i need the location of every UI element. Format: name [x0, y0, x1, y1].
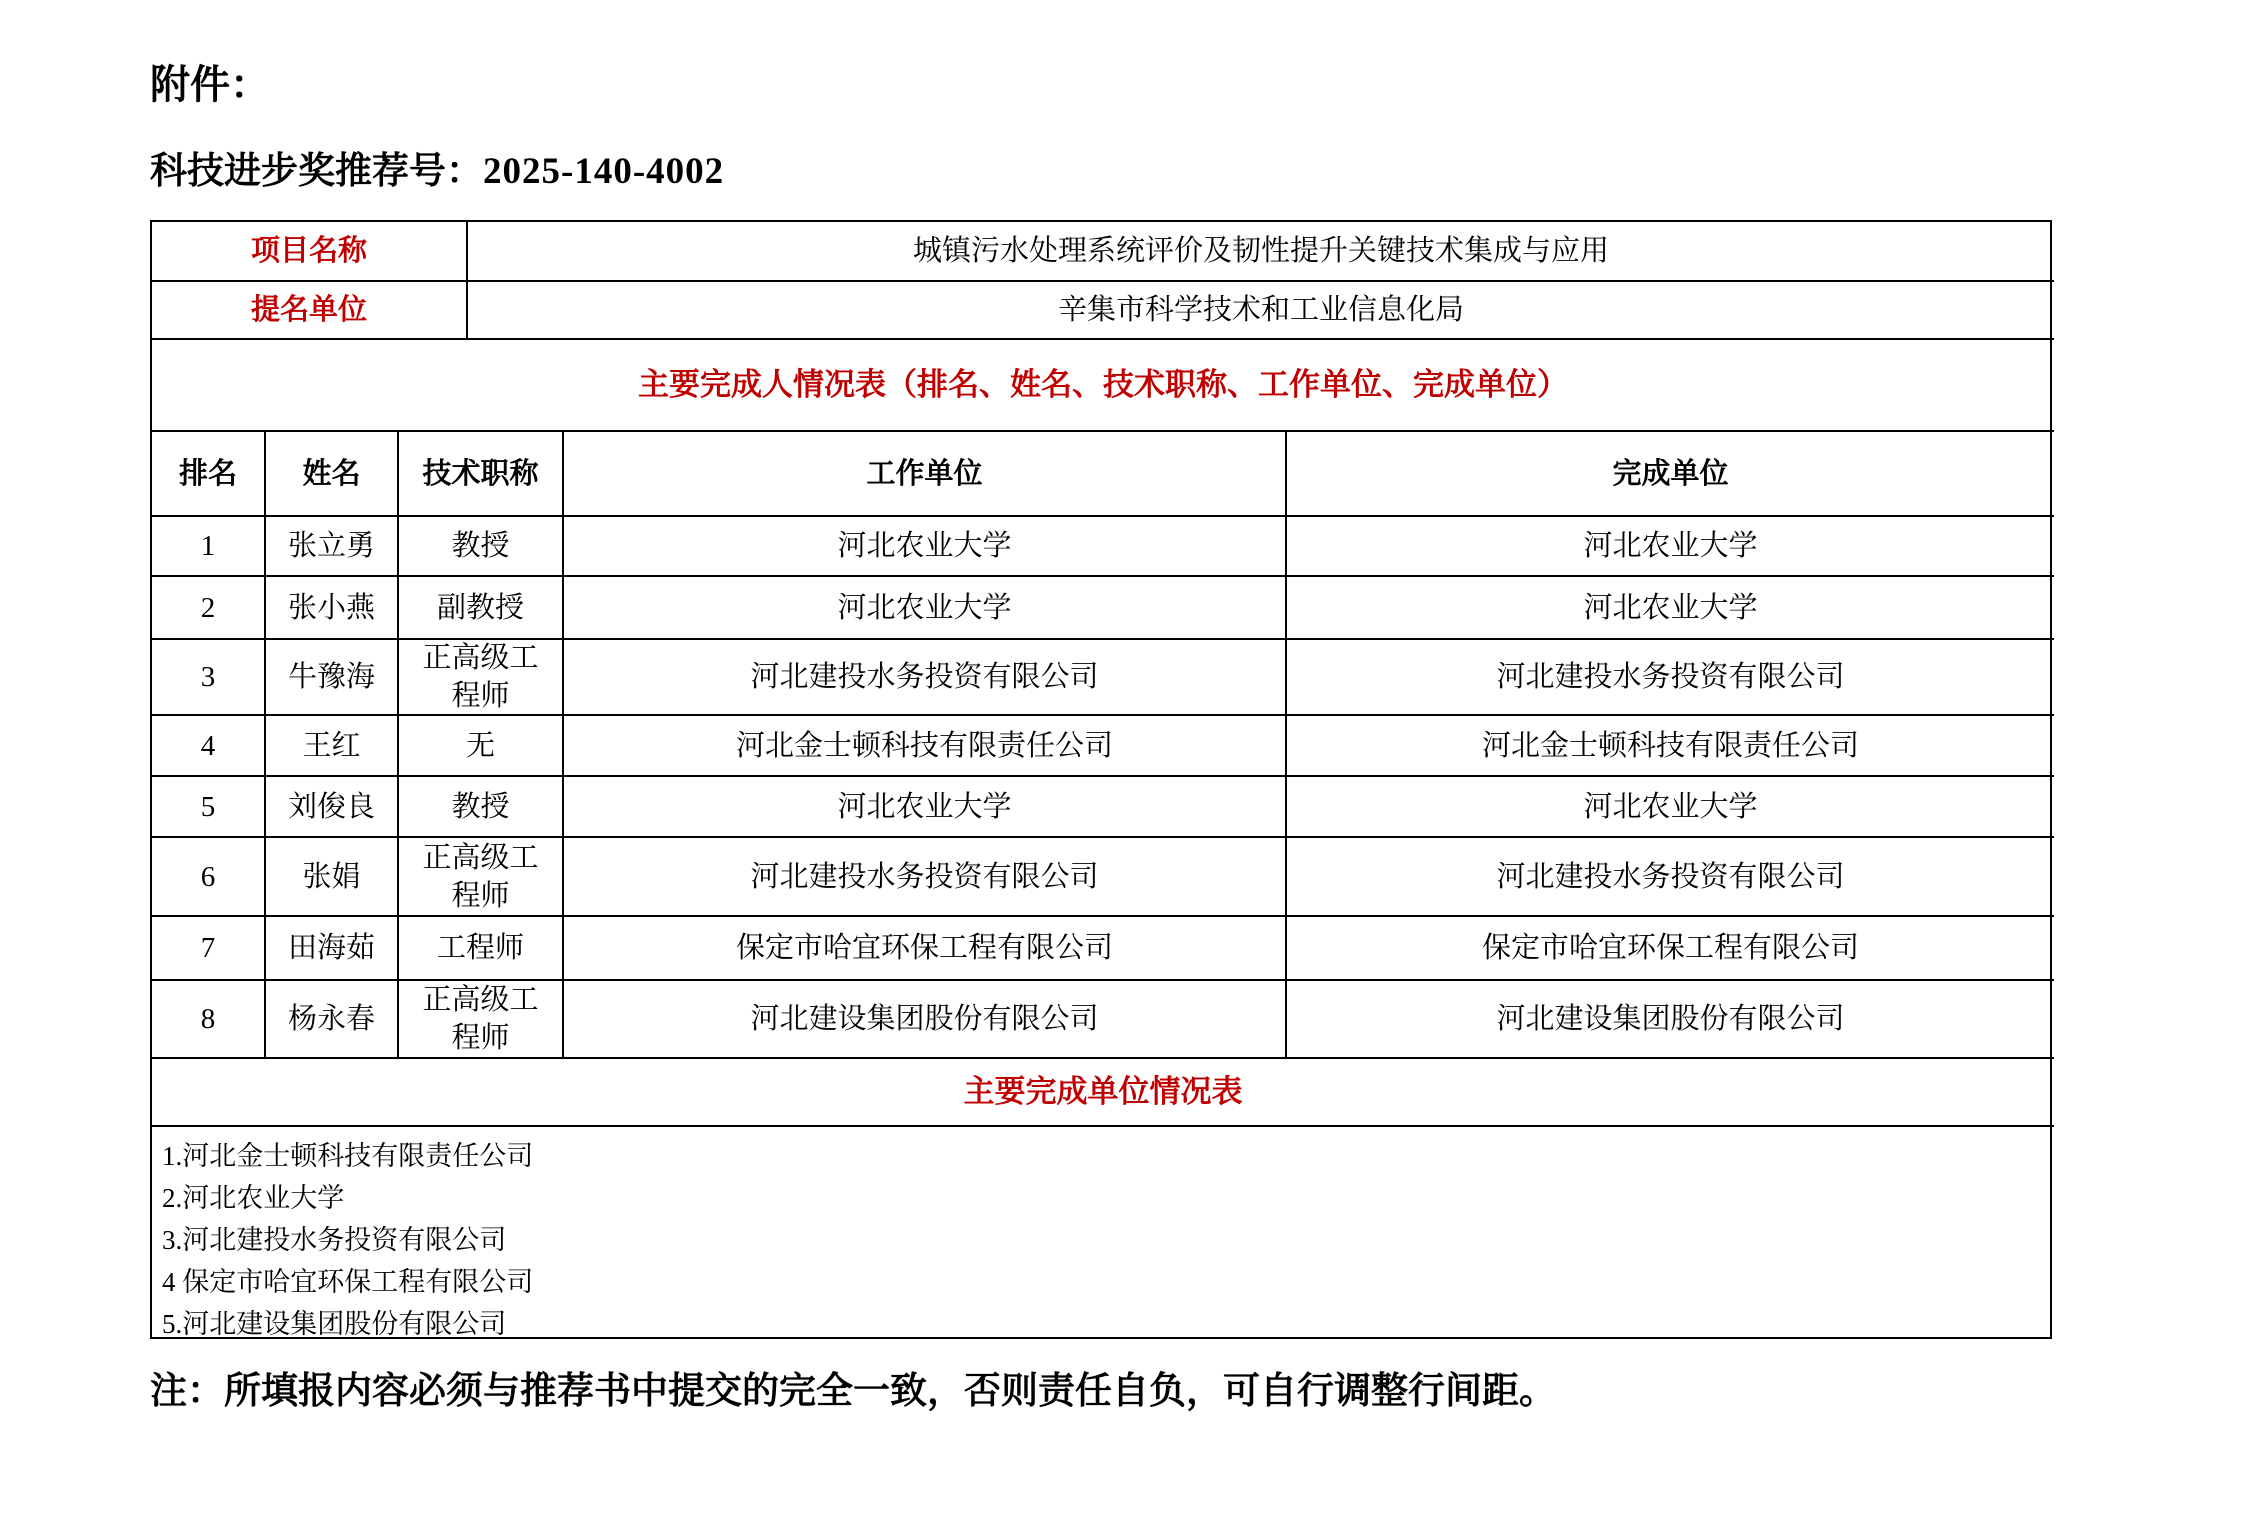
completion-unit-cell: 河北金士顿科技有限责任公司: [1285, 714, 2054, 775]
name-cell: 张立勇: [264, 515, 397, 575]
header-completion-unit: 完成单位: [1285, 430, 2054, 515]
units-list-cell: [152, 1125, 2054, 1337]
work-unit-cell: 河北建设集团股份有限公司: [562, 979, 1285, 1057]
units-table-title: 主要完成单位情况表: [152, 1057, 2054, 1125]
unit-list-item: 4 保定市哈宜环保工程有限公司: [162, 1267, 534, 1297]
name-cell: 田海茹: [264, 915, 397, 979]
completion-unit-cell: 河北农业大学: [1285, 775, 2054, 836]
rank-cell: 1: [152, 515, 264, 575]
completers-table-title: 主要完成人情况表（排名、姓名、技术职称、工作单位、完成单位）: [152, 338, 2054, 430]
tech-title-cell: 正高级工程师: [397, 836, 562, 915]
unit-list-item: 1.河北金士顿科技有限责任公司: [162, 1141, 534, 1171]
unit-list-item: 5.河北建设集团股份有限公司: [162, 1309, 507, 1337]
name-cell: 张小燕: [264, 575, 397, 638]
tech-title-cell: 无: [397, 714, 562, 775]
tech-title-cell: 工程师: [397, 915, 562, 979]
nominator-value-cell: 辛集市科学技术和工业信息化局: [466, 280, 2054, 338]
project-name-label-cell: 项目名称: [250, 235, 367, 267]
nominator-label-cell: 提名单位: [152, 280, 466, 338]
project-name-value-cell: 城镇污水处理系统评价及韧性提升关键技术集成与应用: [466, 222, 2054, 280]
name-cell: 张娟: [264, 836, 397, 915]
work-unit-cell: 河北建投水务投资有限公司: [562, 836, 1285, 915]
work-unit-cell: 河北农业大学: [562, 775, 1285, 836]
header-name: 姓名: [264, 430, 397, 515]
name-cell: 刘俊良: [264, 775, 397, 836]
unit-list-item: 3.河北建投水务投资有限公司: [162, 1225, 507, 1255]
recommendation-number-value: 2025-140-4002: [483, 151, 725, 192]
work-unit-cell: 保定市哈宜环保工程有限公司: [562, 915, 1285, 979]
name-cell: 王红: [264, 714, 397, 775]
rank-cell: 5: [152, 775, 264, 836]
award-recommendation-table: [150, 220, 2052, 1339]
work-unit-cell: 河北农业大学: [562, 575, 1285, 638]
footer-note: 注：所填报内容必须与推荐书中提交的完全一致，否则责任自负，可自行调整行间距。: [150, 1371, 1556, 1412]
tech-title-cell: 教授: [397, 775, 562, 836]
rank-cell: 2: [152, 575, 264, 638]
completion-unit-cell: 河北农业大学: [1285, 515, 2054, 575]
rank-cell: 4: [152, 714, 264, 775]
unit-list-item: 2.河北农业大学: [162, 1183, 345, 1213]
rank-cell: 8: [152, 979, 264, 1057]
rank-cell: 3: [152, 638, 264, 714]
recommendation-number-label: 科技进步奖推荐号：: [150, 151, 483, 192]
header-rank: 排名: [152, 430, 264, 515]
completion-unit-cell: 河北建设集团股份有限公司: [1285, 979, 2054, 1057]
name-cell: 杨永春: [264, 979, 397, 1057]
rank-cell: 7: [152, 915, 264, 979]
completion-unit-cell: 河北农业大学: [1285, 575, 2054, 638]
work-unit-cell: 河北农业大学: [562, 515, 1285, 575]
work-unit-cell: 河北建投水务投资有限公司: [562, 638, 1285, 714]
tech-title-cell: 正高级工程师: [397, 638, 562, 714]
header-tech-title: 技术职称: [397, 430, 562, 515]
recommendation-number-line: [150, 150, 2055, 194]
document-content: [150, 0, 2055, 1415]
completion-unit-cell: 保定市哈宜环保工程有限公司: [1285, 915, 2054, 979]
name-cell: 牛豫海: [264, 638, 397, 714]
rank-cell: 6: [152, 836, 264, 915]
completion-unit-cell: 河北建投水务投资有限公司: [1285, 836, 2054, 915]
tech-title-cell: 教授: [397, 515, 562, 575]
tech-title-cell: 正高级工程师: [397, 979, 562, 1057]
tech-title-cell: 副教授: [397, 575, 562, 638]
work-unit-cell: 河北金士顿科技有限责任公司: [562, 714, 1285, 775]
attachment-heading: 附件：: [150, 63, 270, 107]
completion-unit-cell: 河北建投水务投资有限公司: [1285, 638, 2054, 714]
header-work-unit: 工作单位: [562, 430, 1285, 515]
